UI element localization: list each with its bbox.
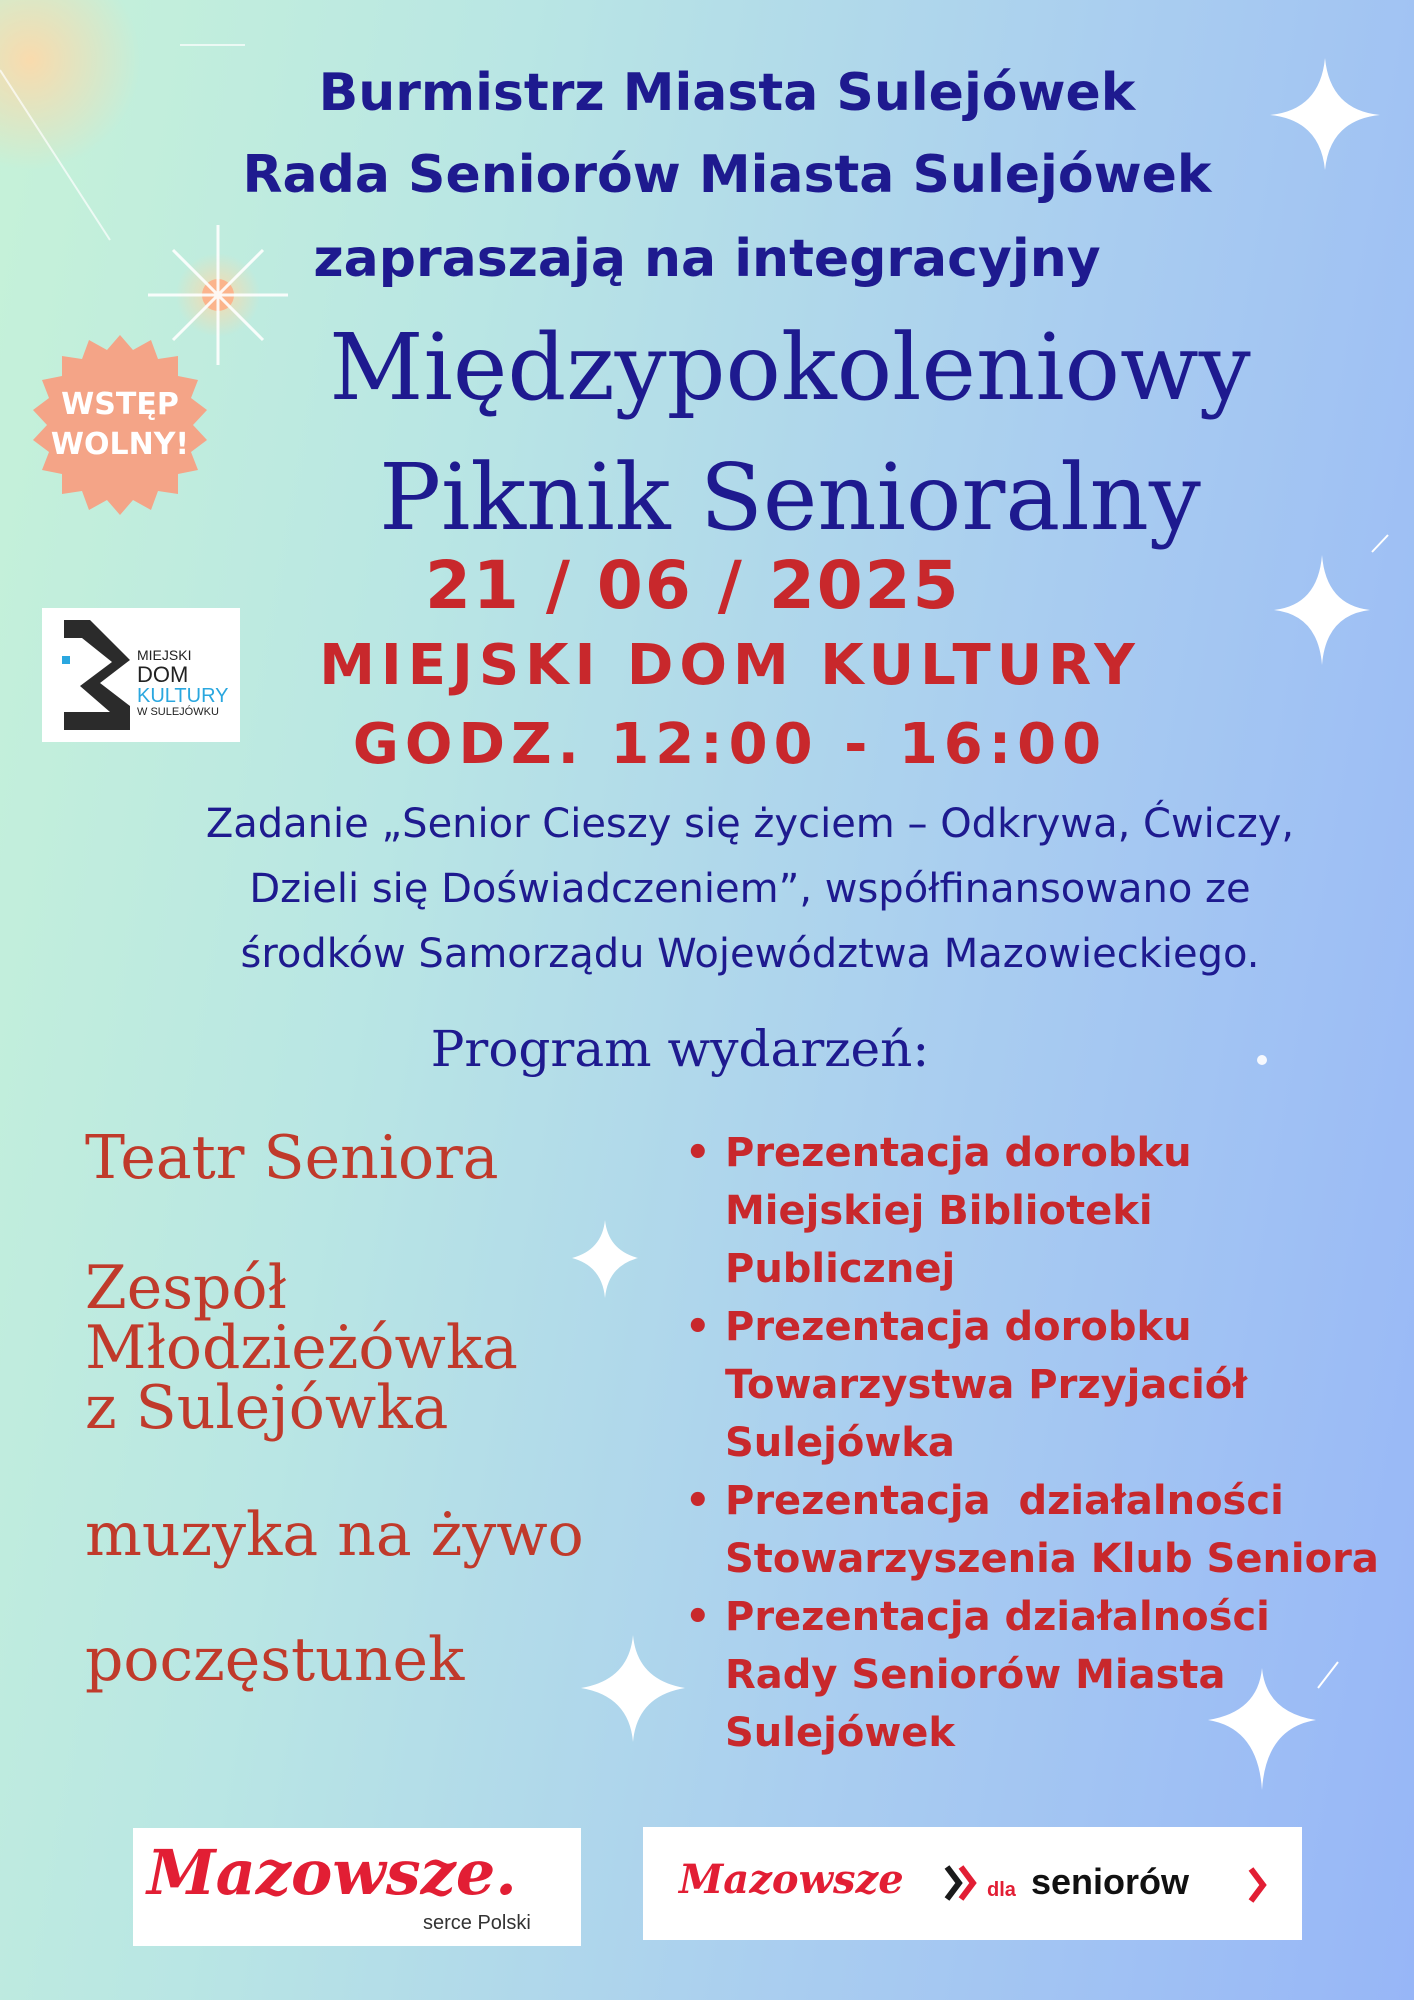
event-title-line-2: Piknik Senioralny	[379, 444, 1201, 551]
description-line-3: środków Samorządu Województwa Mazowieckiego.	[240, 931, 1260, 977]
list-item-line: Prezentacja działalności	[725, 1478, 1284, 1524]
event-venue: MIEJSKI DOM KULTURY	[319, 633, 1141, 698]
list-item-line: Prezentacja działalności	[725, 1594, 1270, 1640]
header-line-2: Rada Seniorów Miasta Sulejówek	[242, 145, 1212, 205]
program-item-live-music: muzyka na żywo	[85, 1500, 584, 1570]
funding-description	[90, 792, 1410, 987]
program-heading: Program wydarzeń:	[430, 1020, 930, 1078]
list-item-line: Publicznej	[725, 1246, 956, 1292]
list-item	[685, 1124, 1405, 1298]
list-item-line: Sulejówek	[725, 1710, 955, 1756]
list-item-line: Stowarzyszenia Klub Seniora	[725, 1536, 1379, 1582]
mazowsze-seniors-logo	[643, 1827, 1302, 1940]
program-item-refreshments: poczęstunek	[85, 1625, 465, 1695]
list-item-line: Towarzystwa Przyjaciół	[725, 1362, 1248, 1408]
event-date: 21 / 06 / 2025	[425, 547, 961, 624]
logo-line-2: DOM	[137, 662, 189, 687]
bullet-icon: •	[685, 1130, 711, 1176]
seniors-label: seniorów	[1031, 1861, 1190, 1902]
double-chevron-icon	[943, 1863, 979, 1903]
chevron-right-icon	[1247, 1865, 1269, 1905]
list-item-line: Miejskiej Biblioteki	[725, 1188, 1153, 1234]
header-line-1: Burmistrz Miasta Sulejówek	[318, 63, 1136, 123]
sparkle-star-icon	[581, 1635, 685, 1742]
list-item-line: Rady Seniorów Miasta	[725, 1652, 1226, 1698]
mazowsze-logo	[133, 1828, 581, 1946]
header-line-3: zapraszają na integracyjny	[313, 229, 1101, 289]
free-entry-badge	[25, 330, 215, 520]
list-item-line: Prezentacja dorobku	[725, 1304, 1192, 1350]
mazowsze-tagline: serce Polski	[423, 1912, 531, 1934]
logo-line-1: MIEJSKI	[137, 647, 192, 663]
list-item-line: Prezentacja dorobku	[725, 1130, 1192, 1176]
mazowsze-seniors-brand: Mazowsze	[679, 1856, 904, 1903]
list-item	[685, 1472, 1405, 1588]
list-item	[685, 1588, 1405, 1762]
badge-line-2: WOLNY!	[50, 427, 190, 462]
logo-line-3: KULTURY	[137, 685, 229, 707]
bullet-icon: •	[685, 1594, 711, 1640]
list-item-line: Sulejówka	[725, 1420, 955, 1466]
dla-label: dla	[987, 1879, 1016, 1901]
logo-line-4: W SULEJÓWKU	[137, 706, 219, 718]
band-line-1: Zespół	[85, 1253, 287, 1323]
bullet-icon: •	[685, 1304, 711, 1350]
program-presentations-list	[685, 1124, 1405, 1762]
program-item-band	[85, 1253, 518, 1443]
description-line-2: Dzieli się Doświadczeniem”, współfinansowano ze	[249, 866, 1251, 912]
sparkle-dot	[1257, 1055, 1267, 1065]
band-line-2: Młodzieżówka	[85, 1313, 518, 1383]
sparkle-star-icon	[1274, 555, 1370, 665]
badge-line-1: WSTĘP	[61, 387, 179, 422]
bullet-icon: •	[685, 1478, 711, 1524]
band-line-3: z Sulejówka	[85, 1373, 449, 1443]
sparkle-star-icon	[572, 1220, 638, 1298]
mazowsze-brand: Mazowsze.	[147, 1836, 517, 1909]
event-title-line-1: Międzypokoleniowy	[329, 314, 1251, 421]
list-item	[685, 1298, 1405, 1472]
mdk-logo	[42, 608, 240, 742]
description-line-1: Zadanie „Senior Cieszy się życiem – Odkrywa, Ćwiczy,	[205, 801, 1295, 847]
event-hours: GODZ. 12:00 - 16:00	[352, 712, 1108, 777]
program-item-theatre: Teatr Seniora	[85, 1123, 499, 1193]
light-ray	[1372, 535, 1388, 552]
